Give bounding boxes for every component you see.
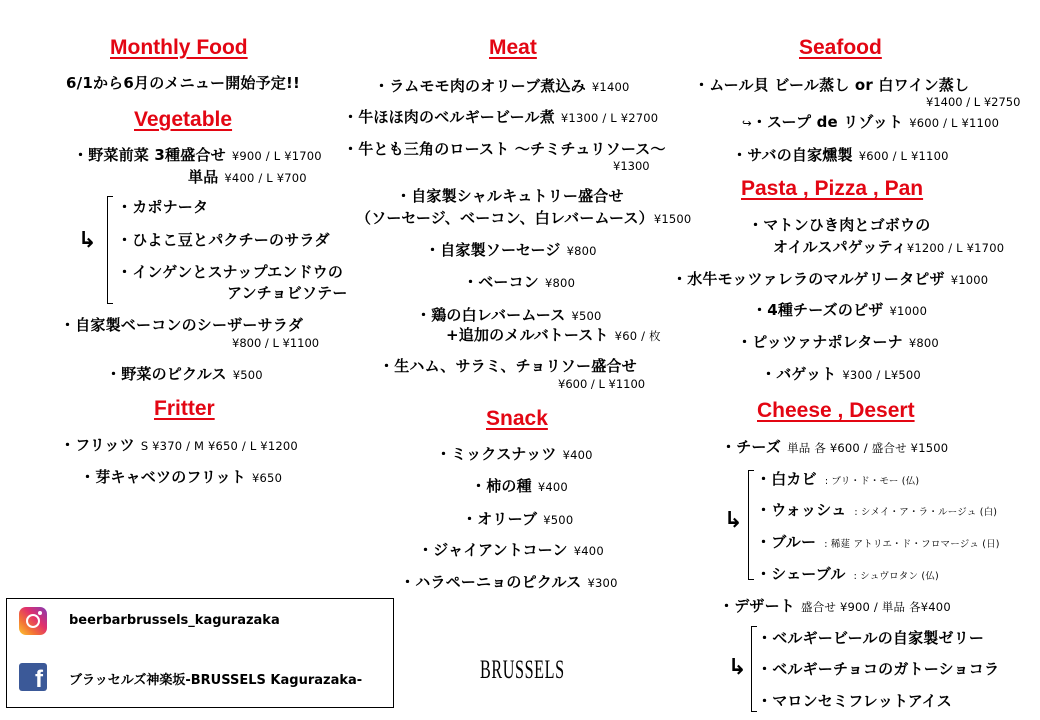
item-name: ・白カビ [756, 470, 817, 488]
item-name: ・牛ほほ肉のベルギービール煮 [343, 108, 555, 126]
menu-item-dessert [719, 595, 951, 616]
item-note: : シメイ・ア・ラ・ルージュ (白) [854, 507, 998, 518]
item-price: ¥400 [537, 480, 568, 494]
item-name: ・チーズ [721, 438, 782, 456]
cheese-sub-chevre [756, 563, 939, 584]
item-name: ・ラムモモ肉のオリーブ煮込み [374, 77, 586, 95]
monthly-food-heading: Monthly Food [110, 36, 248, 59]
arrow-icon: ↳ [78, 228, 97, 253]
item-price: ¥1000 [950, 273, 989, 287]
meat-heading: Meat [489, 36, 537, 59]
menu-item-mutton-pasta: ・マトンひき肉とゴボウの [748, 216, 931, 234]
dessert-sub-jelly: ・ベルギービールの自家製ゼリー [757, 629, 985, 647]
item-price: ¥1300 / L ¥2700 [560, 111, 659, 125]
item-price: ¥500 [543, 513, 574, 527]
item-name: ・芽キャベツのフリット [80, 468, 247, 486]
item-price: ¥800 [545, 276, 576, 290]
instagram-icon [19, 607, 47, 635]
seafood-heading: Seafood [799, 36, 882, 59]
menu-item-melba-toast [446, 324, 661, 345]
menu-item-olives [462, 508, 573, 529]
item-name: ・自家製ソーセージ [425, 241, 561, 259]
item-name: オイルスパゲッティ [773, 238, 907, 256]
menu-item-vegetable-single [188, 166, 307, 187]
menu-item-napoletana [737, 331, 939, 352]
dessert-sub-semifreddo: ・マロンセミフレットアイス [757, 692, 952, 710]
facebook-icon: f [19, 663, 47, 691]
item-price: ¥1400 [591, 80, 630, 94]
item-name: ・鶏の白レバームース [416, 306, 566, 324]
menu-item-lamb [374, 75, 630, 96]
item-note: : ブリ・ド・モー (仏) [824, 476, 920, 487]
menu-item-brussels-sprouts [80, 466, 282, 487]
instagram-handle[interactable]: beerbarbrussels_kagurazaka [69, 613, 280, 628]
fritter-heading: Fritter [154, 397, 215, 420]
bracket-line [748, 470, 754, 580]
sub-item: ・カポナータ [117, 198, 209, 216]
menu-item-bacon [463, 271, 575, 292]
item-name: （ソーセージ、ベーコン、白レバームース） [356, 209, 654, 227]
item-name: ・バゲット [761, 365, 837, 383]
item-name: ・野菜前菜 3種盛合せ [73, 146, 226, 164]
cheese-sub-white-mold [756, 468, 919, 489]
snack-heading: Snack [486, 407, 548, 430]
item-note: : 稀莚 アトリエ・ド・フロマージュ (日) [824, 539, 1000, 550]
brussels-logo: BRUSSELS [480, 655, 565, 684]
item-price: ¥1200 / L ¥1700 [906, 241, 1005, 255]
sub-item: ・インゲンとスナップエンドウの [117, 263, 344, 281]
menu-item-liver-mousse [416, 304, 602, 325]
item-name: ・シェーブル [756, 565, 846, 583]
item-name: ・サバの自家燻製 [732, 146, 853, 164]
social-links-box [6, 598, 394, 708]
item-name: +追加のメルバトースト [446, 326, 609, 344]
item-price: ¥500 [571, 309, 602, 323]
item-name: ・ピッツァナポレターナ [737, 333, 903, 351]
item-price: ¥1300 [613, 159, 650, 173]
facebook-page[interactable]: ブラッセルズ神楽坂-BRUSSELS Kagurazaka- [69, 673, 363, 688]
monthly-note: 6/1から6月のメニュー開始予定!! [66, 74, 301, 92]
item-price: 盛合せ ¥900 / 単品 各¥400 [801, 600, 951, 614]
menu-item-smoked-mackerel [732, 144, 949, 165]
menu-item-kaki-no-tane [471, 475, 568, 496]
cheese-sub-washed [756, 499, 997, 520]
menu-item-beef-cheek [343, 106, 658, 127]
menu-item-margherita [672, 268, 988, 289]
item-name: ・ウォッシュ [756, 501, 847, 519]
cheese-sub-blue [756, 531, 1000, 552]
menu-item-soup-risotto [742, 111, 999, 132]
item-name: ・ジャイアントコーン [418, 541, 568, 559]
item-price: ¥650 [252, 471, 283, 485]
menu-item-roast-beef: ・牛とも三角のロースト ～チミチュリソース～ [343, 140, 666, 158]
item-name: ・デザート [719, 597, 796, 615]
item-name: ・フリッツ [60, 436, 135, 454]
item-price: ¥500 [232, 368, 263, 382]
item-price: ¥600 / L ¥1100 [858, 149, 949, 163]
item-name: ・柿の種 [471, 477, 532, 495]
item-price: ¥300 / L¥500 [842, 368, 921, 382]
item-price: S ¥370 / M ¥650 / L ¥1200 [140, 439, 298, 453]
item-price: ¥300 [587, 576, 618, 590]
item-price: ¥1400 / L ¥2750 [926, 95, 1021, 109]
menu-item-charcuterie: ・自家製シャルキュトリー盛合せ [396, 187, 624, 205]
bracket-line [107, 196, 113, 304]
vegetable-heading: Vegetable [134, 108, 233, 131]
item-price: ¥1000 [889, 304, 928, 318]
menu-item-pickles [106, 363, 263, 384]
item-name: ・ハラペーニョのピクルス [400, 573, 582, 591]
item-price: ¥800 / L ¥1100 [232, 336, 320, 350]
return-arrow-icon: ↪ [742, 116, 752, 130]
item-price: ¥800 [566, 244, 597, 258]
cheese-desert-heading: Cheese , Desert [757, 399, 915, 422]
menu-item-mixed-nuts [436, 443, 593, 464]
item-price: ¥800 [908, 336, 939, 350]
menu-item-mutton-pasta-cont [773, 236, 1004, 257]
item-price: 単品 各 ¥600 / 盛合せ ¥1500 [787, 441, 949, 455]
pasta-pizza-heading: Pasta , Pizza , Pan [741, 177, 924, 200]
menu-item-giant-corn [418, 539, 604, 560]
item-price: ¥400 [562, 448, 593, 462]
menu-item-baguette [761, 363, 921, 384]
item-price: ¥1500 [653, 212, 692, 226]
menu-item-ham-salami: ・生ハム、サラミ、チョリソー盛合せ [379, 357, 637, 375]
item-name: ・野菜のピクルス [106, 365, 227, 383]
menu-item-charcuterie-detail [356, 207, 691, 228]
menu-item-vegetable-platter [73, 144, 322, 165]
item-price: ¥600 / L ¥1100 [558, 377, 646, 391]
item-name: ・ブルー [756, 533, 817, 551]
item-name: ・ミックスナッツ [436, 445, 557, 463]
item-price: ¥900 / L ¥1700 [231, 149, 322, 163]
item-name: ・4種チーズのピザ [752, 301, 884, 319]
item-name: ・水牛モッツァレラのマルゲリータピザ [672, 270, 945, 288]
menu-item-sausage [425, 239, 597, 260]
item-price: ¥400 [573, 544, 604, 558]
menu-item-fries [60, 434, 298, 455]
sub-item-cont: アンチョビソテー [227, 284, 348, 302]
menu-item-cheese [721, 436, 948, 457]
menu-item-caesar: ・自家製ベーコンのシーザーサラダ [60, 316, 304, 334]
item-price: ¥600 / L ¥1100 [909, 116, 1000, 130]
item-note: : シュヴロタン (仏) [853, 571, 939, 582]
menu-item-four-cheese [752, 299, 927, 320]
item-price: ¥400 / L ¥700 [224, 171, 307, 185]
sub-item: ・ひよこ豆とパクチーのサラダ [117, 231, 330, 249]
item-name: ・スープ de リゾット [751, 113, 904, 131]
arrow-icon: ↳ [728, 655, 747, 680]
item-name: ・オリーブ [462, 510, 538, 528]
menu-item-jalapeno [400, 571, 618, 592]
item-price: ¥60 / 枚 [614, 329, 661, 343]
item-name: ・ベーコン [463, 273, 540, 291]
item-name: 単品 [188, 168, 219, 186]
dessert-sub-gateau: ・ベルギーチョコのガトーショコラ [757, 660, 1000, 678]
menu-item-mussels: ・ムール貝 ビール蒸し or 白ワイン蒸し [694, 76, 970, 94]
arrow-icon: ↳ [724, 508, 743, 533]
